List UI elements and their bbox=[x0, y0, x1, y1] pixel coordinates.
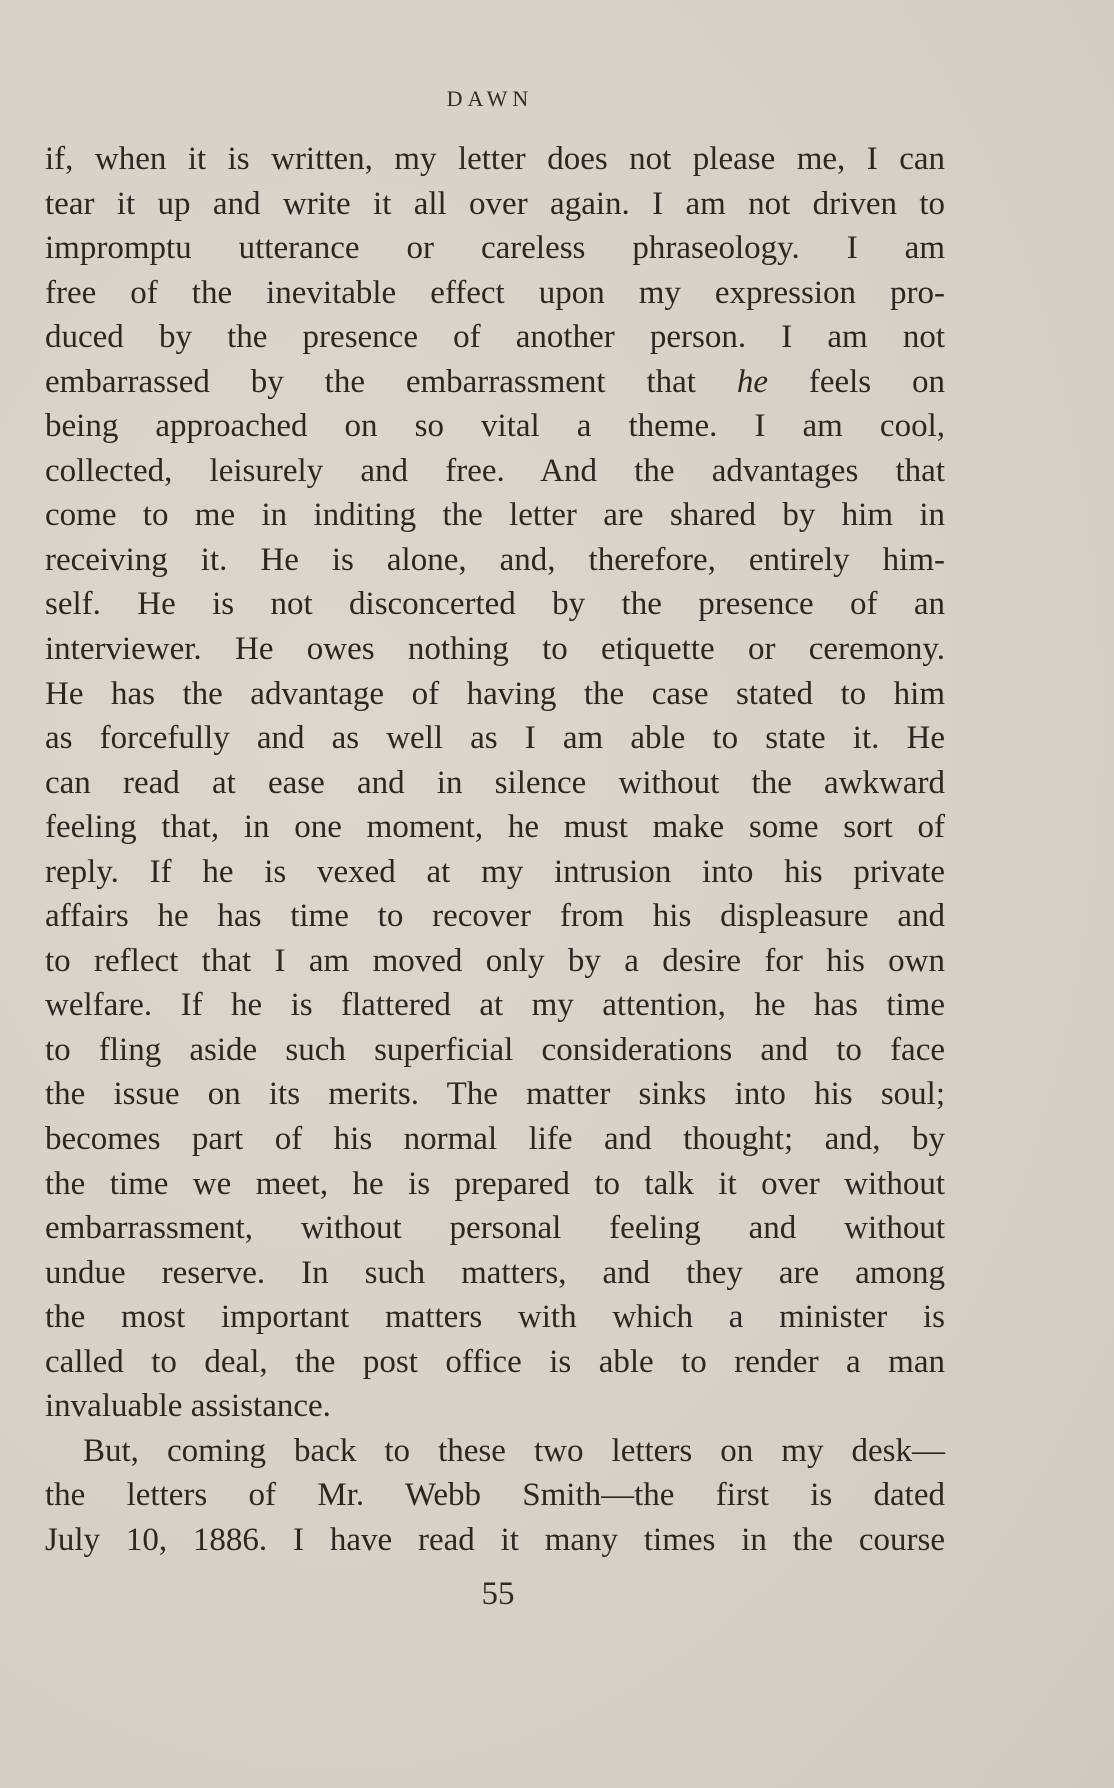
text-line: interviewer. He owes nothing to etiquette or ceremony. bbox=[45, 631, 945, 668]
text-line: embarrassment, without personal feeling and without bbox=[45, 1210, 945, 1247]
running-head: DAWN bbox=[446, 86, 534, 111]
text-segment: embarrassed by the embarrassment that bbox=[45, 363, 737, 400]
text-line: if, when it is written, my letter does not please me, I can bbox=[45, 141, 945, 177]
text-line: collected, leisurely and free. And the advantages that bbox=[45, 452, 945, 489]
text-line: reply. If he is vexed at my intrusion into his private bbox=[45, 853, 945, 890]
text-line: self. He is not disconcerted by the presence of an bbox=[45, 586, 945, 623]
text-line: called to deal, the post office is able to render a man bbox=[45, 1343, 945, 1380]
text-line: the issue on its merits. The matter sinks into his soul; bbox=[45, 1076, 945, 1113]
text-line: the time we meet, he is prepared to talk it over without bbox=[45, 1165, 945, 1202]
text-line: come to me in inditing the letter are shared by him in bbox=[45, 497, 945, 534]
text-line: affairs he has time to recover from his displeasure and bbox=[45, 898, 945, 935]
text-line: can read at ease and in silence without the awkward bbox=[45, 764, 945, 801]
text-line: duced by the presence of another person. I am not bbox=[45, 319, 945, 356]
text-line: to reflect that I am moved only by a desire for his own bbox=[45, 942, 945, 979]
text-line: invaluable assistance. bbox=[45, 1388, 331, 1425]
text-line: undue reserve. In such matters, and they are among bbox=[45, 1254, 945, 1291]
text-line: becomes part of his normal life and thought; and, by bbox=[45, 1121, 945, 1158]
body-text bbox=[45, 137, 945, 1563]
text-line: impromptu utterance or careless phraseology. I am bbox=[45, 230, 945, 267]
text-line: But, coming back to these two letters on my desk— bbox=[83, 1432, 945, 1469]
text-line: to fling aside such superficial considerations and to face bbox=[45, 1031, 945, 1068]
text-segment: feels on bbox=[767, 363, 945, 400]
text-line: receiving it. He is alone, and, therefore, entirely him- bbox=[45, 541, 945, 578]
text-line: the most important matters with which a minister is bbox=[45, 1299, 945, 1336]
emphasized-word: he bbox=[736, 363, 768, 400]
text-line: free of the inevitable effect upon my expression pro- bbox=[45, 274, 945, 311]
text-line: He has the advantage of having the case stated to him bbox=[45, 675, 945, 712]
text-line: being approached on so vital a theme. I am cool, bbox=[45, 408, 945, 445]
text-line: July 10, 1886. I have read it many times in the course bbox=[45, 1521, 945, 1558]
text-line: welfare. If he is flattered at my attention, he has time bbox=[45, 987, 945, 1024]
text-line bbox=[45, 360, 945, 405]
text-line: as forcefully and as well as I am able to state it. He bbox=[45, 720, 945, 757]
text-line: feeling that, in one moment, he must make some sort of bbox=[45, 809, 945, 846]
text-line: the letters of Mr. Webb Smith—the first is dated bbox=[45, 1477, 945, 1514]
page-number: 55 bbox=[481, 1576, 515, 1612]
text-line: tear it up and write it all over again. I am not driven to bbox=[45, 185, 945, 222]
